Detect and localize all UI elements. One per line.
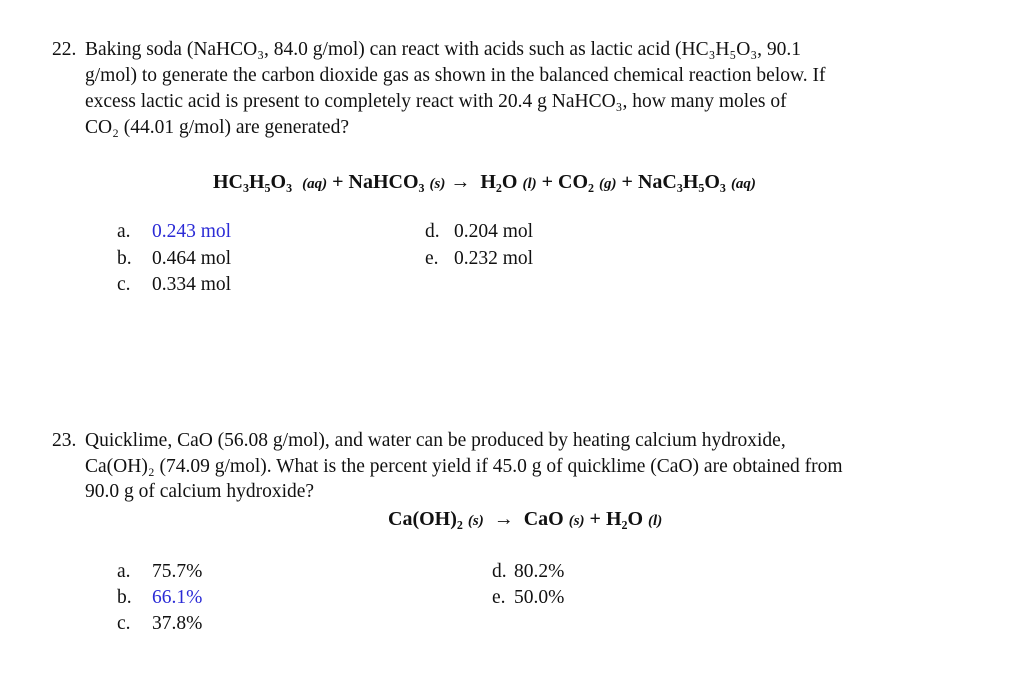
product: H₂O	[605, 508, 644, 530]
question-23-line: Quicklime, CaO (56.08 g/mol), and water can be produced by heating calcium hydroxide,	[85, 430, 786, 451]
plus: +	[589, 508, 601, 530]
state: (aq)	[302, 176, 328, 192]
plus: +	[541, 171, 554, 193]
question-22-line: g/mol) to generate the carbon dioxide gas as shown in the balanced chemical reaction below. If	[85, 65, 826, 86]
option-label: b.	[117, 587, 132, 608]
state: (l)	[648, 513, 663, 529]
option-value: 75.7%	[152, 561, 203, 582]
question-23-line: Ca(OH)₂ (74.09 g/mol). What is the percent yield if 45.0 g of quicklime (CaO) are obtained from	[85, 456, 843, 477]
reactant: NaHCO₃	[348, 171, 425, 193]
state: (s)	[467, 513, 484, 529]
question-23-equation	[388, 508, 662, 532]
question-23-line: 90.0 g of calcium hydroxide?	[85, 481, 315, 502]
product: H₂O	[480, 171, 518, 193]
question-22-number: 22.	[52, 39, 77, 60]
state: (aq)	[730, 176, 756, 192]
option-label: b.	[117, 248, 132, 269]
state: (l)	[522, 176, 537, 192]
option-label: a.	[117, 561, 131, 582]
option-value: 37.8%	[152, 613, 203, 634]
option-label: c.	[117, 274, 131, 295]
product: CO₂	[558, 171, 595, 193]
option-label: e.	[425, 248, 439, 269]
option-c	[117, 274, 231, 296]
option-value: 0.243 mol	[152, 221, 232, 242]
option-label: d.	[492, 561, 507, 582]
state: (s)	[568, 513, 585, 529]
option-d	[492, 561, 564, 583]
state: (g)	[599, 176, 617, 192]
option-value: 0.464 mol	[152, 248, 232, 269]
product: NaC₃H₅O₃	[637, 171, 726, 193]
option-a	[117, 561, 202, 583]
option-value: 0.334 mol	[152, 274, 232, 295]
option-value: 0.204 mol	[454, 221, 534, 242]
option-c	[117, 613, 202, 635]
option-label: c.	[117, 613, 131, 634]
option-a	[117, 221, 231, 243]
option-label: a.	[117, 221, 131, 242]
option-value: 50.0%	[514, 587, 565, 608]
product: CaO	[523, 508, 564, 530]
question-22-line: excess lactic acid is present to completely react with 20.4 g NaHCO₃, how many moles of	[85, 91, 787, 112]
option-label: e.	[492, 587, 506, 608]
option-value: 0.232 mol	[454, 248, 534, 269]
option-d	[425, 221, 533, 243]
question-22-equation	[213, 171, 756, 195]
arrow: →	[450, 171, 471, 193]
option-value: 80.2%	[514, 561, 565, 582]
question-22-line: Baking soda (NaHCO₃, 84.0 g/mol) can react with acids such as lactic acid (HC₃H₅O₃, 90.1	[85, 39, 802, 60]
option-e	[425, 248, 533, 270]
option-label: d.	[425, 221, 440, 242]
plus: +	[332, 171, 344, 193]
reactant: HC₃H₅O₃	[213, 171, 293, 193]
reactant: Ca(OH)₂	[388, 508, 463, 530]
plus: +	[621, 171, 633, 193]
option-b	[117, 587, 202, 609]
option-b	[117, 248, 231, 270]
question-22-line: CO₂ (44.01 g/mol) are generated?	[85, 117, 349, 138]
question-23-number: 23.	[52, 430, 77, 451]
option-e	[492, 587, 564, 609]
arrow: →	[493, 508, 514, 530]
option-value: 66.1%	[152, 587, 203, 608]
state: (s)	[429, 176, 446, 192]
